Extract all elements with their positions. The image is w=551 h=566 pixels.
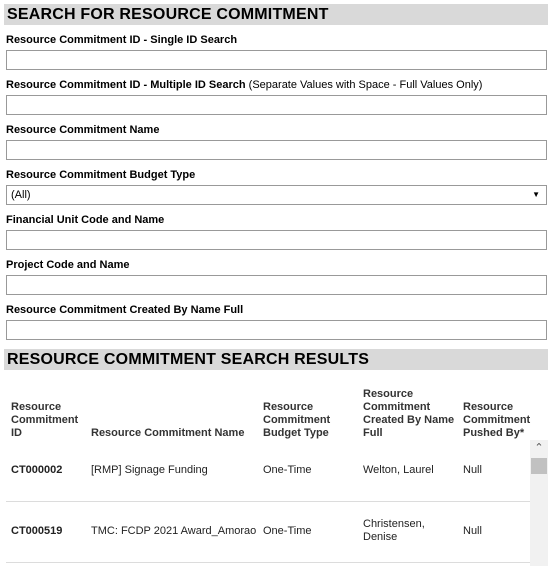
row-budget-type: One-Time [263,464,312,476]
single-id-label: Resource Commitment ID - Single ID Search [6,34,238,46]
budget-type-label: Resource Commitment Budget Type [6,169,196,181]
results-section-header: RESOURCE COMMITMENT SEARCH RESULTS [4,349,548,370]
scrollbar-thumb[interactable] [531,458,547,474]
multiple-id-note: (Separate Values with Space - Full Values Only) [248,79,483,91]
multiple-id-label [6,79,482,91]
commitment-name-input[interactable] [6,140,547,160]
row-divider [6,562,530,563]
chevron-down-icon: ▼ [532,190,540,199]
created-by-label: Resource Commitment Created By Name Full [6,304,244,316]
column-header-created-by[interactable]: Resource Commitment Created By Name Full [363,388,455,439]
search-section-header: SEARCH FOR RESOURCE COMMITMENT [4,4,548,25]
column-header-name[interactable]: Resource Commitment Name [91,427,245,439]
row-pushed-by: Null [463,464,482,476]
commitment-name-label: Resource Commitment Name [6,124,160,136]
multiple-id-label-text: Resource Commitment ID - Multiple ID Search [6,79,246,91]
row-divider [6,501,530,502]
chevron-up-icon[interactable]: ⌃ [534,442,544,454]
financial-unit-input[interactable] [6,230,547,250]
row-id[interactable]: CT000002 [11,464,63,476]
row-budget-type: One-Time [263,525,312,537]
project-code-label: Project Code and Name [6,259,130,271]
multiple-id-input[interactable] [6,95,547,115]
budget-type-select[interactable] [6,185,547,205]
row-id[interactable]: CT000519 [11,525,63,537]
row-created-by: Welton, Laurel [363,464,434,476]
column-header-budget-type[interactable]: Resource Commitment Budget Type [263,401,331,439]
row-name: TMC: FCDP 2021 Award_Amorao [91,525,257,537]
created-by-input[interactable] [6,320,547,340]
column-header-id[interactable]: Resource Commitment ID [11,401,79,439]
row-name: [RMP] Signage Funding [91,464,208,476]
column-header-pushed-by[interactable]: Resource Commitment Pushed By* [463,401,531,439]
row-pushed-by: Null [463,525,482,537]
results-scrollbar[interactable] [530,440,548,566]
row-created-by: Christensen, Denise [363,518,425,543]
project-code-input[interactable] [6,275,547,295]
single-id-input[interactable] [6,50,547,70]
financial-unit-label: Financial Unit Code and Name [6,214,165,226]
budget-type-selected-value: (All) [11,189,31,201]
